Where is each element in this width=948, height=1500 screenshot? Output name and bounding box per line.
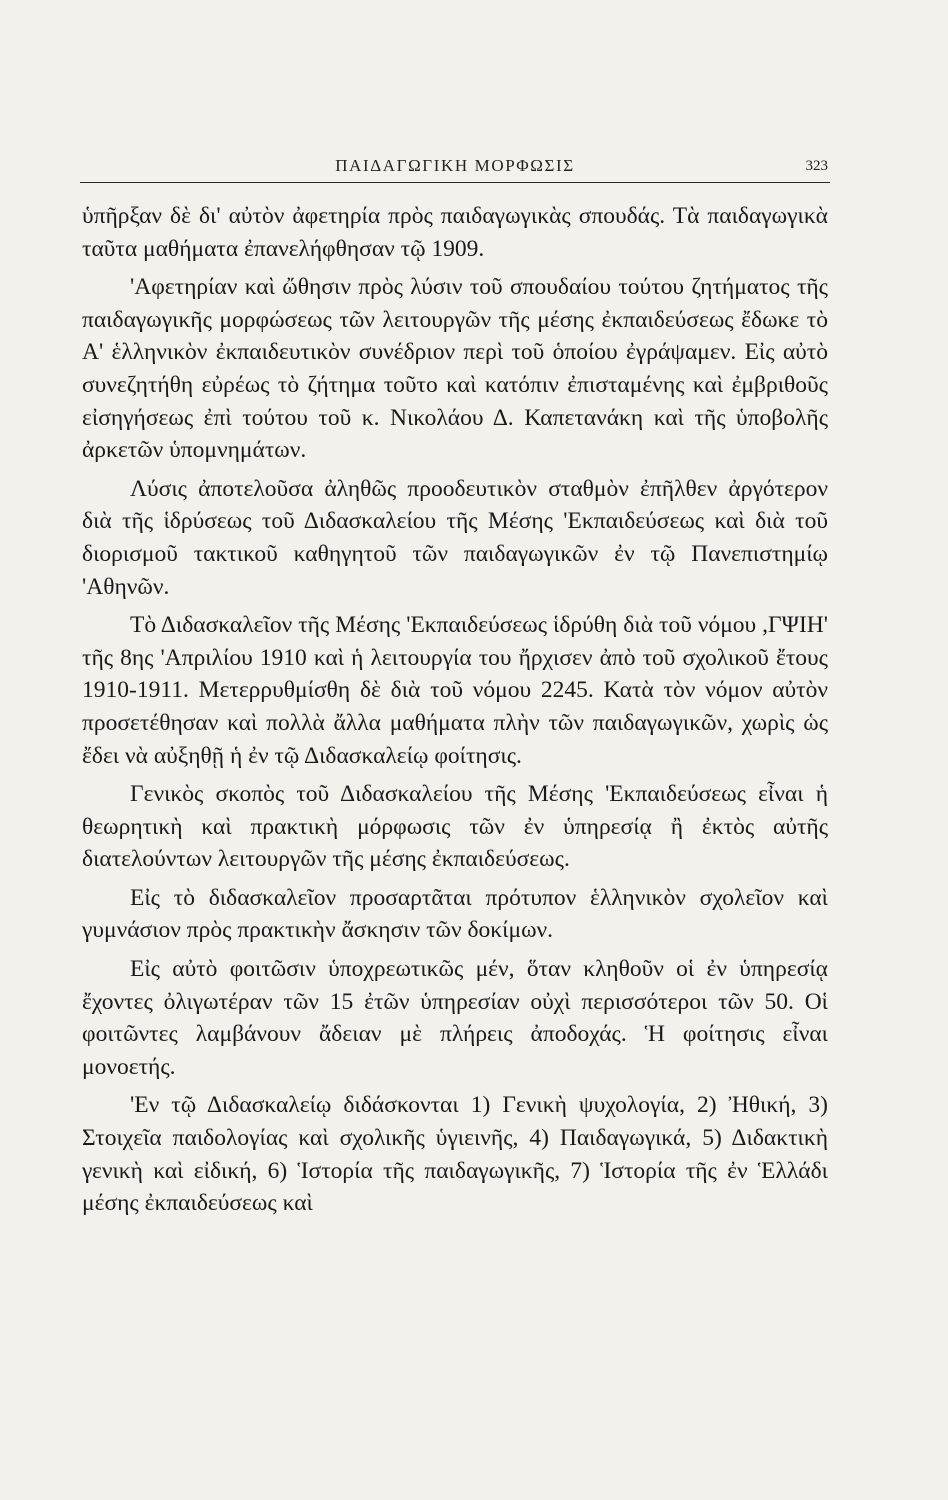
body-text <box>82 200 828 1226</box>
paragraph-lysis: Λύσις ἀποτελοῦσα ἀληθῶς προοδευτικὸν σταθμὸν ἐπῆλθεν ἀργότερον διὰ τῆς ἱδρύσεως τοῦ Διδασκαλείου τῆς Μέσης 'Εκπαιδεύσεως καὶ διὰ τοῦ διορισμοῦ τακτικοῦ καθηγητοῦ τῶν παιδαγωγικῶν ἐν τῷ Πανεπιστημίῳ 'Αθηνῶν. <box>82 475 828 600</box>
paragraph-model-school: Εἰς τὸ διδασκαλεῖον προσαρτᾶται πρότυπον ἑλληνικὸν σχολεῖον καὶ γυμνάσιον πρὸς πρακτικὴν ἄσκησιν τῶν δοκίμων. <box>82 884 828 944</box>
paragraph-subjects: 'Εν τῷ Διδασκαλείῳ διδάσκονται 1) Γενικὴ ψυχολογία, 2) Ἠθική, 3) Στοιχεῖα παιδολογίας καὶ σχολικῆς ὑγιεινῆς, 4) Παιδαγωγικά, 5) Διδακτικὴ γενικὴ καὶ εἰδική, 6) Ἱστορία τῆς παιδαγωγικῆς, 7) Ἱστορία τῆς ἐν Ἑλλάδι μέσης ἐκπαιδεύσεως καὶ <box>82 1092 828 1217</box>
paragraph-attendance: Εἰς αὐτὸ φοιτῶσιν ὑποχρεωτικῶς μέν, ὅταν κληθοῦν οἱ ἐν ὑπηρεσίᾳ ἔχοντες ὀλιγωτέραν τῶν 15 ἐτῶν ὑπηρεσίαν οὐχὶ περισσότεροι τῶν 50. Οἱ φοιτῶντες λαμβάνουν ἄδειαν μὲ πλήρεις ἀποδοχάς. Ἡ φοίτησις εἶναι μονοετής. <box>82 956 828 1080</box>
paragraph-afetiria: 'Αφετηρίαν καὶ ὤθησιν πρὸς λύσιν τοῦ σπουδαίου τούτου ζητήματος τῆς παιδαγωγικῆς μορφώσεως τῶν λειτουργῶν τῆς μέσης ἐκπαιδεύσεως ἔδωκε τὸ Α' ἑλληνικὸν ἐκπαιδευτικὸν συνέδριον περὶ τοῦ ὁποίου ἐγράψαμεν. Εἰς αὐτὸ συνεζητήθη εὐρέως τὸ ζήτημα τοῦτο καὶ κατόπιν ἐπισταμένης καὶ ἐμβριθοῦς εἰσηγήσεως ἐπὶ τούτου τοῦ κ. Νικολάου Δ. Καπετανάκη καὶ τῆς ὑποβολῆς ἀρκετῶν ὑπομνημάτων. <box>82 274 828 464</box>
running-title: ΠΑΙΔΑΓΩΓΙΚΗ ΜΟΡΦΩΣΙΣ <box>335 156 575 175</box>
page-header <box>80 152 830 183</box>
paragraph-general-purpose: Γενικὸς σκοπὸς τοῦ Διδασκαλείου τῆς Μέσης 'Εκπαιδεύσεως εἶναι ἡ θεωρητικὴ καὶ πρακτικὴ μόρφωσις τῶν ἐν ὑπηρεσίᾳ ἢ ἐκτὸς αὐτῆς διατελούντων λειτουργῶν τῆς μέσης ἐκπαιδεύσεως. <box>82 781 828 873</box>
page-number: 323 <box>805 158 828 174</box>
paragraph-continuation: ὑπῆρξαν δὲ δι' αὐτὸν ἀφετηρία πρὸς παιδαγωγικὰς σπουδάς. Τὰ παιδαγωγικὰ ταῦτα μαθήματα ἐπανελήφθησαν τῷ 1909. <box>82 203 828 262</box>
paragraph-didaskaleion-founding: Τὸ Διδασκαλεῖον τῆς Μέσης 'Εκπαιδεύσεως ἱδρύθη διὰ τοῦ νόμου ,ΓΨΙΗ' τῆς 8ης 'Απριλίου 1910 καὶ ἡ λειτουργία του ἤρχισεν ἀπὸ τοῦ σχολικοῦ ἔτους 1910-1911. Μετερρυθμίσθη δὲ διὰ τοῦ νόμου 2245. Κατὰ τὸν νόμον αὐτὸν προσετέθησαν καὶ πολλὰ ἄλλα μαθήματα πλὴν τῶν παιδαγωγικῶν, χωρὶς ὡς ἔδει νὰ αὐξηθῇ ἡ ἐν τῷ Διδασκαλείῳ φοίτησις. <box>82 612 828 769</box>
